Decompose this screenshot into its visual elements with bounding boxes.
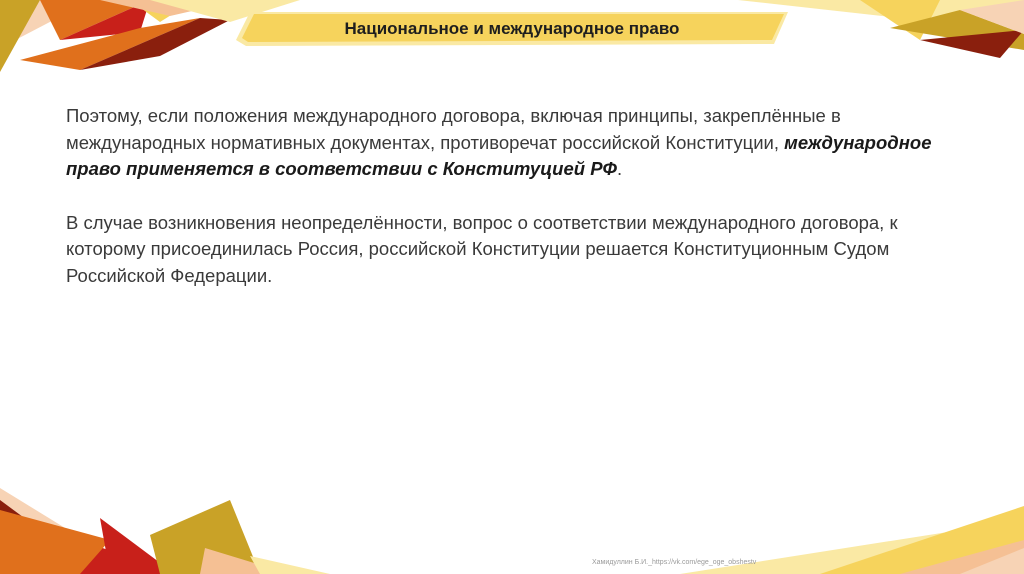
footer-credit: Хамидуллин Б.И._https://vk.com/ege_oge_obshestv — [592, 559, 757, 566]
slide-body — [66, 103, 946, 316]
title-banner — [236, 10, 788, 48]
paragraph-1-end: . — [616, 158, 623, 179]
paragraph-2: В случае возникновения неопределённости, вопрос о соответствии международного договора, к которому присоединилась Россия, российской Конституции решается Конституционным Судом Российской Федерации. — [66, 211, 898, 286]
deco-shape — [250, 556, 330, 574]
paragraph-1-emphasis: международное право применяется в соответствии с Конституцией РФ — [66, 131, 932, 179]
paragraph-1 — [66, 103, 946, 183]
paragraph-1-text: Поэтому, если положения международного договора, включая принципы, закреплённые в международных нормативных документах, противоречат российской Конституции, — [66, 105, 841, 153]
page-title: Национальное и международное право — [344, 19, 680, 38]
